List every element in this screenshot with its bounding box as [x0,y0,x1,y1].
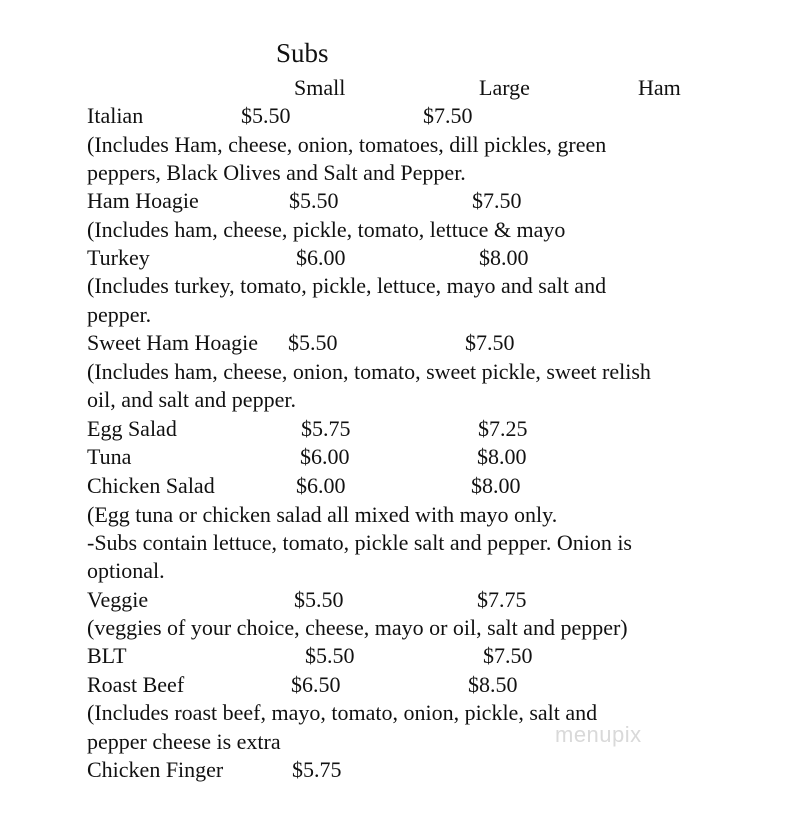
item-price-small: $5.50 [289,188,339,213]
item-description: (veggies of your choice, cheese, mayo or oil, salt and pepper) [87,615,628,640]
item-price-small: $5.50 [241,103,291,128]
column-header-small: Small [294,75,346,100]
item-description: (Includes ham, cheese, onion, tomato, sweet pickle, sweet relish [87,359,651,384]
item-description: optional. [87,558,165,583]
item-name: Veggie [87,587,149,612]
item-name: Roast Beef [87,672,185,697]
item-name: Tuna [87,444,132,469]
item-price-large: $8.00 [479,245,529,270]
item-price-small: $5.50 [294,587,344,612]
item-name: Italian [87,103,144,128]
item-name: Egg Salad [87,416,177,441]
item-price-small: $5.50 [305,643,355,668]
item-price-small: $6.00 [296,245,346,270]
item-description: pepper. [87,302,152,327]
item-description: pepper cheese is extra [87,729,281,754]
item-price-small: $6.50 [291,672,341,697]
item-price-small: $5.75 [292,757,342,782]
item-price-large: $8.00 [471,473,521,498]
item-price-large: $7.50 [472,188,522,213]
column-header-ham: Ham [638,75,681,100]
item-price-large: $8.00 [477,444,527,469]
item-price-large: $7.50 [423,103,473,128]
item-price-small: $6.00 [300,444,350,469]
item-description: (Includes roast beef, mayo, tomato, onion, pickle, salt and [87,700,598,725]
item-name: Ham Hoagie [87,188,199,213]
item-name: Chicken Salad [87,473,215,498]
item-name: Chicken Finger [87,757,224,782]
item-price-large: $7.50 [465,330,515,355]
item-description: peppers, Black Olives and Salt and Pepper. [87,160,466,185]
item-price-small: $5.75 [301,416,351,441]
item-price-large: $7.50 [483,643,533,668]
menu-title: Subs [276,38,329,68]
item-description: (Includes ham, cheese, pickle, tomato, lettuce & mayo [87,217,566,242]
item-name: Sweet Ham Hoagie [87,330,259,355]
item-description: oil, and salt and pepper. [87,387,296,412]
item-description: (Includes turkey, tomato, pickle, lettuce, mayo and salt and [87,273,607,298]
item-price-small: $5.50 [288,330,338,355]
item-description: (Includes Ham, cheese, onion, tomatoes, dill pickles, green [87,132,607,157]
watermark-logo: menupix [555,722,642,747]
item-price-large: $7.25 [478,416,528,441]
item-price-large: $7.75 [477,587,527,612]
item-description: -Subs contain lettuce, tomato, pickle salt and pepper. Onion is [87,530,632,555]
item-name: Turkey [87,245,150,270]
item-price-large: $8.50 [468,672,518,697]
column-header-large: Large [479,75,530,100]
item-price-small: $6.00 [296,473,346,498]
item-description: (Egg tuna or chicken salad all mixed with mayo only. [87,502,558,527]
item-name: BLT [87,643,127,668]
